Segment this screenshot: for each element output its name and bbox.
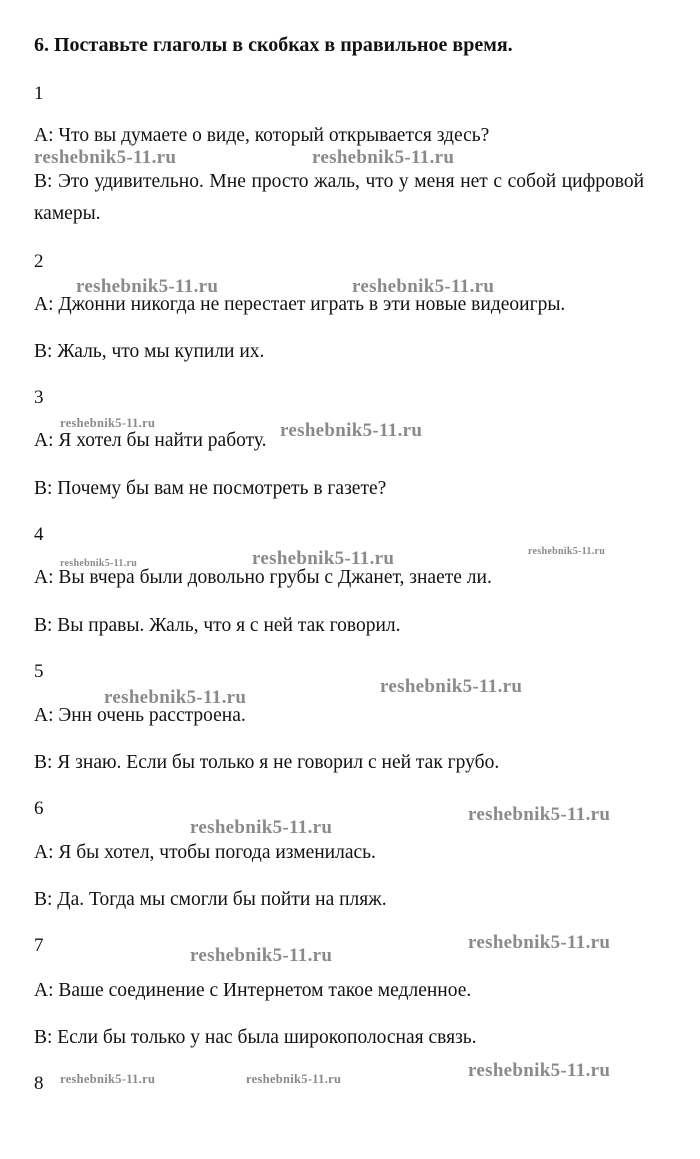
item-number: 4 <box>34 524 44 545</box>
dialogue-line-b: B: Это удивительно. Мне просто жаль, что у меня нет с собой цифровой камеры. <box>34 171 644 224</box>
item-number: 3 <box>34 387 44 408</box>
watermark: reshebnik5-11.ru <box>468 932 611 953</box>
watermark: reshebnik5-11.ru <box>312 147 455 168</box>
watermark: reshebnik5-11.ru <box>468 1060 611 1081</box>
watermark: reshebnik5-11.ru <box>252 548 395 569</box>
item-number: 6 <box>34 798 44 819</box>
exercise-title: 6. Поставьте глаголы в скобках в правильное время. <box>34 34 513 56</box>
watermark: reshebnik5-11.ru <box>528 546 606 557</box>
watermark: reshebnik5-11.ru <box>60 558 138 569</box>
watermark: reshebnik5-11.ru <box>352 276 495 297</box>
dialogue-line-a: A: Ваше соединение с Интернетом такое медленное. <box>34 980 472 1001</box>
watermark: reshebnik5-11.ru <box>34 147 177 168</box>
dialogue-line-a: A: Что вы думаете о виде, который открывается здесь? <box>34 125 490 146</box>
dialogue-line-b: B: Вы правы. Жаль, что я с ней так говорил. <box>34 615 401 636</box>
dialogue-line-b: B: Да. Тогда мы смогли бы пойти на пляж. <box>34 889 387 910</box>
watermark: reshebnik5-11.ru <box>190 945 333 966</box>
watermark: reshebnik5-11.ru <box>246 1072 342 1086</box>
dialogue-line-b: B: Я знаю. Если бы только я не говорил с ней так грубо. <box>34 752 500 773</box>
watermark: reshebnik5-11.ru <box>190 817 333 838</box>
dialogue-line-a: A: Я бы хотел, чтобы погода изменилась. <box>34 842 376 863</box>
dialogue-line-a: A: Я хотел бы найти работу. <box>34 430 267 451</box>
watermark: reshebnik5-11.ru <box>76 276 219 297</box>
watermark: reshebnik5-11.ru <box>380 676 523 697</box>
item-number: 8 <box>34 1073 44 1094</box>
dialogue-line-a: A: Вы вчера были довольно грубы с Джанет, знаете ли. <box>34 567 492 588</box>
watermark: reshebnik5-11.ru <box>280 420 423 441</box>
dialogue-line-a: A: Энн очень расстроена. <box>34 705 246 726</box>
item-number: 7 <box>34 935 44 956</box>
watermark: reshebnik5-11.ru <box>60 416 156 430</box>
dialogue-line-b: B: Если бы только у нас была широкополосная связь. <box>34 1027 477 1048</box>
dialogue-line-b: B: Жаль, что мы купили их. <box>34 341 265 362</box>
watermark: reshebnik5-11.ru <box>60 1072 156 1086</box>
item-number: 1 <box>34 83 44 104</box>
watermark: reshebnik5-11.ru <box>104 687 247 708</box>
item-number: 2 <box>34 251 44 272</box>
watermark: reshebnik5-11.ru <box>468 804 611 825</box>
dialogue-line-b: B: Почему бы вам не посмотреть в газете? <box>34 478 387 499</box>
dialogue-line-a: A: Джонни никогда не перестает играть в эти новые видеоигры. <box>34 294 566 315</box>
item-number: 5 <box>34 661 44 682</box>
